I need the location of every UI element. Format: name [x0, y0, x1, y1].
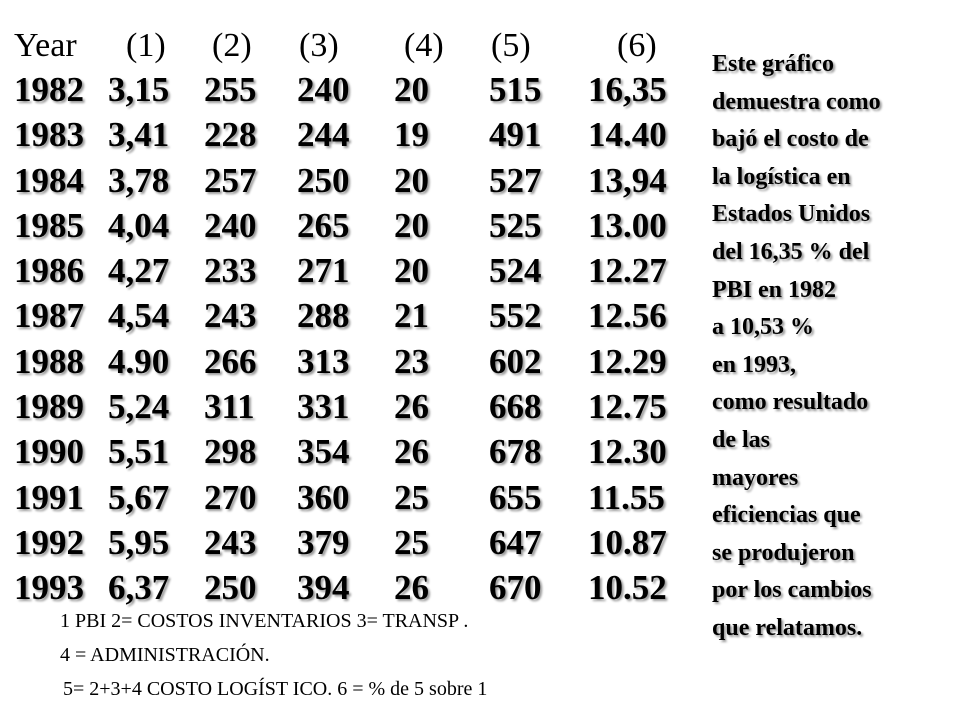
- row-value-cell: 298: [204, 432, 257, 472]
- side-text-line: se produjeron: [712, 539, 855, 566]
- row-year-cell: 1989: [14, 387, 84, 427]
- row-year-cell: 1984: [14, 160, 84, 200]
- footnote-line: 4 = ADMINISTRACIÓN.: [60, 644, 270, 666]
- side-text-line: Este gráfico: [712, 51, 834, 77]
- row-value-cell: 394: [297, 568, 350, 608]
- row-value-cell: 5,24: [108, 387, 170, 427]
- row-value-cell: 20: [394, 70, 429, 109]
- row-value-cell: 250: [204, 568, 257, 608]
- row-value-cell: 313: [297, 341, 350, 381]
- table-row: [14, 70, 694, 115]
- table-row: [14, 296, 694, 341]
- row-value-cell: 491: [489, 115, 542, 155]
- side-commentary: [712, 46, 952, 648]
- row-value-cell: 26: [394, 568, 429, 608]
- header-col-4: (4): [404, 27, 444, 64]
- row-value-cell: 5,51: [108, 432, 170, 472]
- header-col-6: (6): [617, 27, 657, 64]
- row-value-cell: 266: [204, 341, 257, 381]
- row-value-cell: 19: [394, 115, 429, 155]
- side-text-line: de las: [712, 426, 771, 453]
- side-text-line: por los cambios: [712, 577, 872, 604]
- row-value-cell: 20: [394, 205, 429, 245]
- side-text-line: mayores: [712, 464, 799, 491]
- row-value-cell: 524: [489, 251, 542, 291]
- row-value-cell: 16,35: [588, 70, 667, 109]
- row-value-cell: 525: [489, 205, 542, 245]
- row-value-cell: 670: [489, 568, 542, 608]
- row-value-cell: 4.90: [108, 341, 170, 381]
- row-value-cell: 515: [489, 70, 542, 109]
- row-value-cell: 23: [394, 341, 429, 381]
- row-value-cell: 5,95: [108, 522, 170, 562]
- row-value-cell: 12.30: [588, 432, 667, 472]
- row-value-cell: 13,94: [588, 160, 667, 200]
- row-value-cell: 271: [297, 251, 350, 291]
- row-value-cell: 10.87: [588, 522, 667, 562]
- footnote-line: 1 PBI 2= COSTOS INVENTARIOS 3= TRANSP .: [60, 610, 469, 632]
- row-year-cell: 1992: [14, 522, 84, 562]
- row-value-cell: 244: [297, 115, 350, 155]
- row-value-cell: 240: [204, 205, 257, 245]
- row-value-cell: 25: [394, 477, 429, 517]
- row-value-cell: 255: [204, 70, 257, 109]
- row-value-cell: 12.27: [588, 251, 667, 291]
- row-value-cell: 12.56: [588, 296, 667, 336]
- row-value-cell: 6,37: [108, 568, 170, 608]
- table-row: [14, 432, 694, 477]
- side-text-line: Estados Unidos: [712, 201, 871, 228]
- row-value-cell: 3,78: [108, 160, 170, 200]
- table-row: [14, 161, 694, 206]
- table-row: [14, 251, 694, 296]
- row-value-cell: 379: [297, 522, 350, 562]
- row-value-cell: 257: [204, 160, 257, 200]
- side-text-line: demuestra como: [712, 88, 881, 115]
- table-row: [14, 478, 694, 523]
- row-value-cell: 13.00: [588, 205, 667, 245]
- row-value-cell: 10.52: [588, 568, 667, 608]
- row-value-cell: 25: [394, 522, 429, 562]
- row-value-cell: 20: [394, 160, 429, 200]
- row-value-cell: 647: [489, 522, 542, 562]
- header-year: Year: [14, 27, 77, 64]
- row-value-cell: 243: [204, 296, 257, 336]
- row-value-cell: 552: [489, 296, 542, 336]
- table-footnotes: [60, 604, 700, 706]
- row-value-cell: 3,41: [108, 115, 170, 155]
- row-year-cell: 1987: [14, 296, 84, 336]
- side-text-line: del 16,35 % del: [712, 238, 870, 265]
- row-value-cell: 11.55: [588, 477, 665, 517]
- row-year-cell: 1993: [14, 568, 84, 608]
- row-value-cell: 270: [204, 477, 257, 517]
- row-value-cell: 14.40: [588, 115, 667, 155]
- side-text-line: como resultado: [712, 389, 869, 416]
- row-year-cell: 1988: [14, 341, 84, 381]
- row-value-cell: 360: [297, 477, 350, 517]
- side-text-line: que relatamos.: [712, 614, 863, 641]
- row-value-cell: 250: [297, 160, 350, 200]
- row-value-cell: 311: [204, 387, 255, 427]
- row-value-cell: 26: [394, 387, 429, 427]
- table-row: [14, 342, 694, 387]
- side-text-line: bajó el costo de: [712, 126, 869, 153]
- table-row: [14, 206, 694, 251]
- side-text-line: eficiencias que: [712, 502, 861, 529]
- row-value-cell: 4,04: [108, 205, 170, 245]
- header-col-3: (3): [299, 27, 339, 64]
- row-value-cell: 240: [297, 70, 350, 109]
- side-text-line: PBI en 1982: [712, 276, 837, 303]
- row-value-cell: 5,67: [108, 477, 170, 517]
- header-col-1: (1): [126, 27, 166, 64]
- row-value-cell: 228: [204, 115, 257, 155]
- row-value-cell: 12.29: [588, 341, 667, 381]
- header-col-5: (5): [491, 27, 531, 64]
- table-header: [14, 26, 694, 66]
- side-text-line: en 1993,: [712, 351, 796, 378]
- row-value-cell: 243: [204, 522, 257, 562]
- row-value-cell: 12.75: [588, 387, 667, 427]
- row-year-cell: 1991: [14, 477, 84, 517]
- row-year-cell: 1985: [14, 205, 84, 245]
- row-year-cell: 1986: [14, 251, 84, 291]
- table-row: [14, 115, 694, 160]
- row-value-cell: 20: [394, 251, 429, 291]
- row-value-cell: 668: [489, 387, 542, 427]
- row-value-cell: 527: [489, 160, 542, 200]
- footnote-line: 5= 2+3+4 COSTO LOGÍST ICO. 6 = % de 5 sobre 1: [63, 678, 488, 700]
- row-value-cell: 678: [489, 432, 542, 472]
- row-value-cell: 288: [297, 296, 350, 336]
- row-value-cell: 21: [394, 296, 429, 336]
- row-value-cell: 354: [297, 432, 350, 472]
- row-value-cell: 233: [204, 251, 257, 291]
- table-row: [14, 523, 694, 568]
- table-row: [14, 387, 694, 432]
- side-text-line: la logística en: [712, 163, 851, 190]
- row-year-cell: 1983: [14, 115, 84, 155]
- row-year-cell: 1990: [14, 432, 84, 472]
- row-value-cell: 331: [297, 387, 350, 427]
- row-value-cell: 3,15: [108, 70, 170, 109]
- row-value-cell: 265: [297, 205, 350, 245]
- row-value-cell: 655: [489, 477, 542, 517]
- row-value-cell: 4,54: [108, 296, 170, 336]
- row-value-cell: 26: [394, 432, 429, 472]
- row-value-cell: 602: [489, 341, 542, 381]
- row-year-cell: 1982: [14, 70, 84, 109]
- data-table: [14, 70, 694, 614]
- side-text-line: a 10,53 %: [712, 314, 814, 341]
- header-col-2: (2): [212, 27, 252, 64]
- row-value-cell: 4,27: [108, 251, 170, 291]
